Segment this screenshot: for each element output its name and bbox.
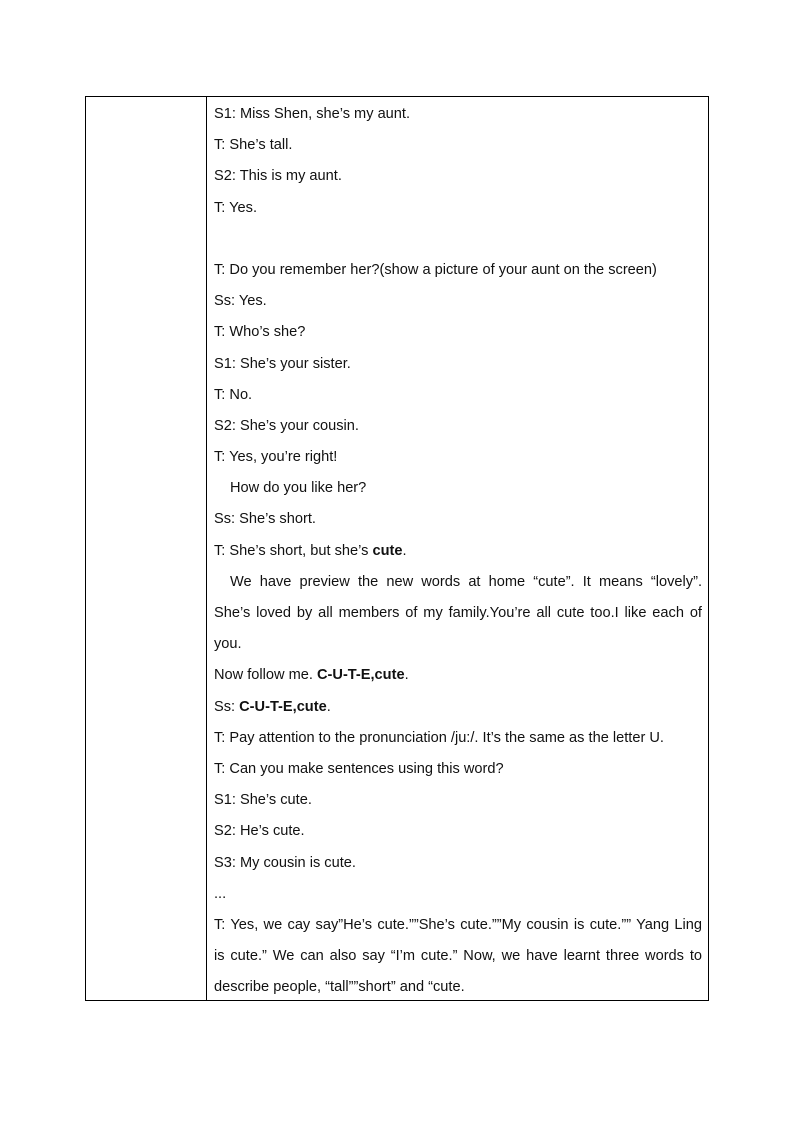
line-text: . bbox=[326, 698, 331, 715]
dialogue-line: S2: He’s cute. bbox=[214, 823, 305, 840]
dialogue-line: Ss: Yes. bbox=[214, 293, 267, 310]
dialogue-line: How do you like her? bbox=[230, 480, 367, 497]
dialogue-line: S2: This is my aunt. bbox=[214, 168, 342, 185]
dialogue-line: is cute.” We can also say “I’m cute.” Now, we have learnt three words to bbox=[214, 948, 702, 965]
dialogue-line: She’s loved by all members of my family.You’re all cute too.I like each of bbox=[214, 605, 702, 621]
dialogue-line: S2: She’s your cousin. bbox=[214, 417, 359, 434]
dialogue-line: T: She’s tall. bbox=[214, 137, 293, 154]
dialogue-line: S1: Miss Shen, she’s my aunt. bbox=[214, 106, 411, 122]
dialogue-line: T: Yes. bbox=[214, 199, 258, 216]
line-text: . bbox=[402, 542, 407, 559]
dialogue-line: We have preview the new words at home “cute”. It means “lovely”. bbox=[230, 573, 702, 590]
line-text: Now follow me. bbox=[214, 667, 317, 684]
dialogue-line: ... bbox=[214, 885, 227, 902]
table-left-cell bbox=[86, 97, 207, 1000]
dialogue-line: T: Pay attention to the pronunciation /ju:/. It’s the same as the letter U. bbox=[214, 729, 664, 746]
keyword-spelling: C-U-T-E,cute bbox=[317, 667, 405, 684]
dialogue-line: S1: She’s cute. bbox=[214, 792, 312, 809]
dialogue-line: you. bbox=[214, 636, 242, 653]
dialogue-line: Ss: She’s short. bbox=[214, 511, 316, 528]
dialogue-line: S3: My cousin is cute. bbox=[214, 854, 356, 871]
dialogue-line: T: No. bbox=[214, 386, 253, 403]
keyword-spelling: C-U-T-E,cute bbox=[239, 698, 327, 715]
dialogue-line: T: Who’s she? bbox=[214, 324, 306, 341]
line-text: T: She’s short, but she’s bbox=[214, 542, 373, 559]
dialogue-line: S1: She’s your sister. bbox=[214, 355, 351, 372]
dialogue-line: T: Yes, you’re right! bbox=[214, 449, 338, 466]
keyword-cute: cute bbox=[372, 542, 403, 559]
lesson-table bbox=[85, 96, 709, 1001]
dialogue-line: T: Can you make sentences using this word? bbox=[214, 760, 504, 777]
dialogue-line bbox=[214, 692, 702, 723]
line-text: . bbox=[404, 667, 409, 684]
blank-line bbox=[214, 224, 702, 255]
dialogue-line bbox=[214, 660, 702, 691]
line-text: Ss: bbox=[214, 698, 240, 715]
dialogue-line: T: Yes, we cay say”He’s cute.””She’s cute.””My cousin is cute.”” Yang Ling bbox=[214, 916, 702, 933]
dialogue-line: T: Do you remember her?(show a picture of your aunt on the screen) bbox=[214, 261, 657, 278]
table-dialogue-cell bbox=[207, 97, 708, 1000]
dialogue-line: describe people, “tall””short” and “cute. bbox=[214, 979, 465, 996]
dialogue-line bbox=[214, 536, 702, 567]
